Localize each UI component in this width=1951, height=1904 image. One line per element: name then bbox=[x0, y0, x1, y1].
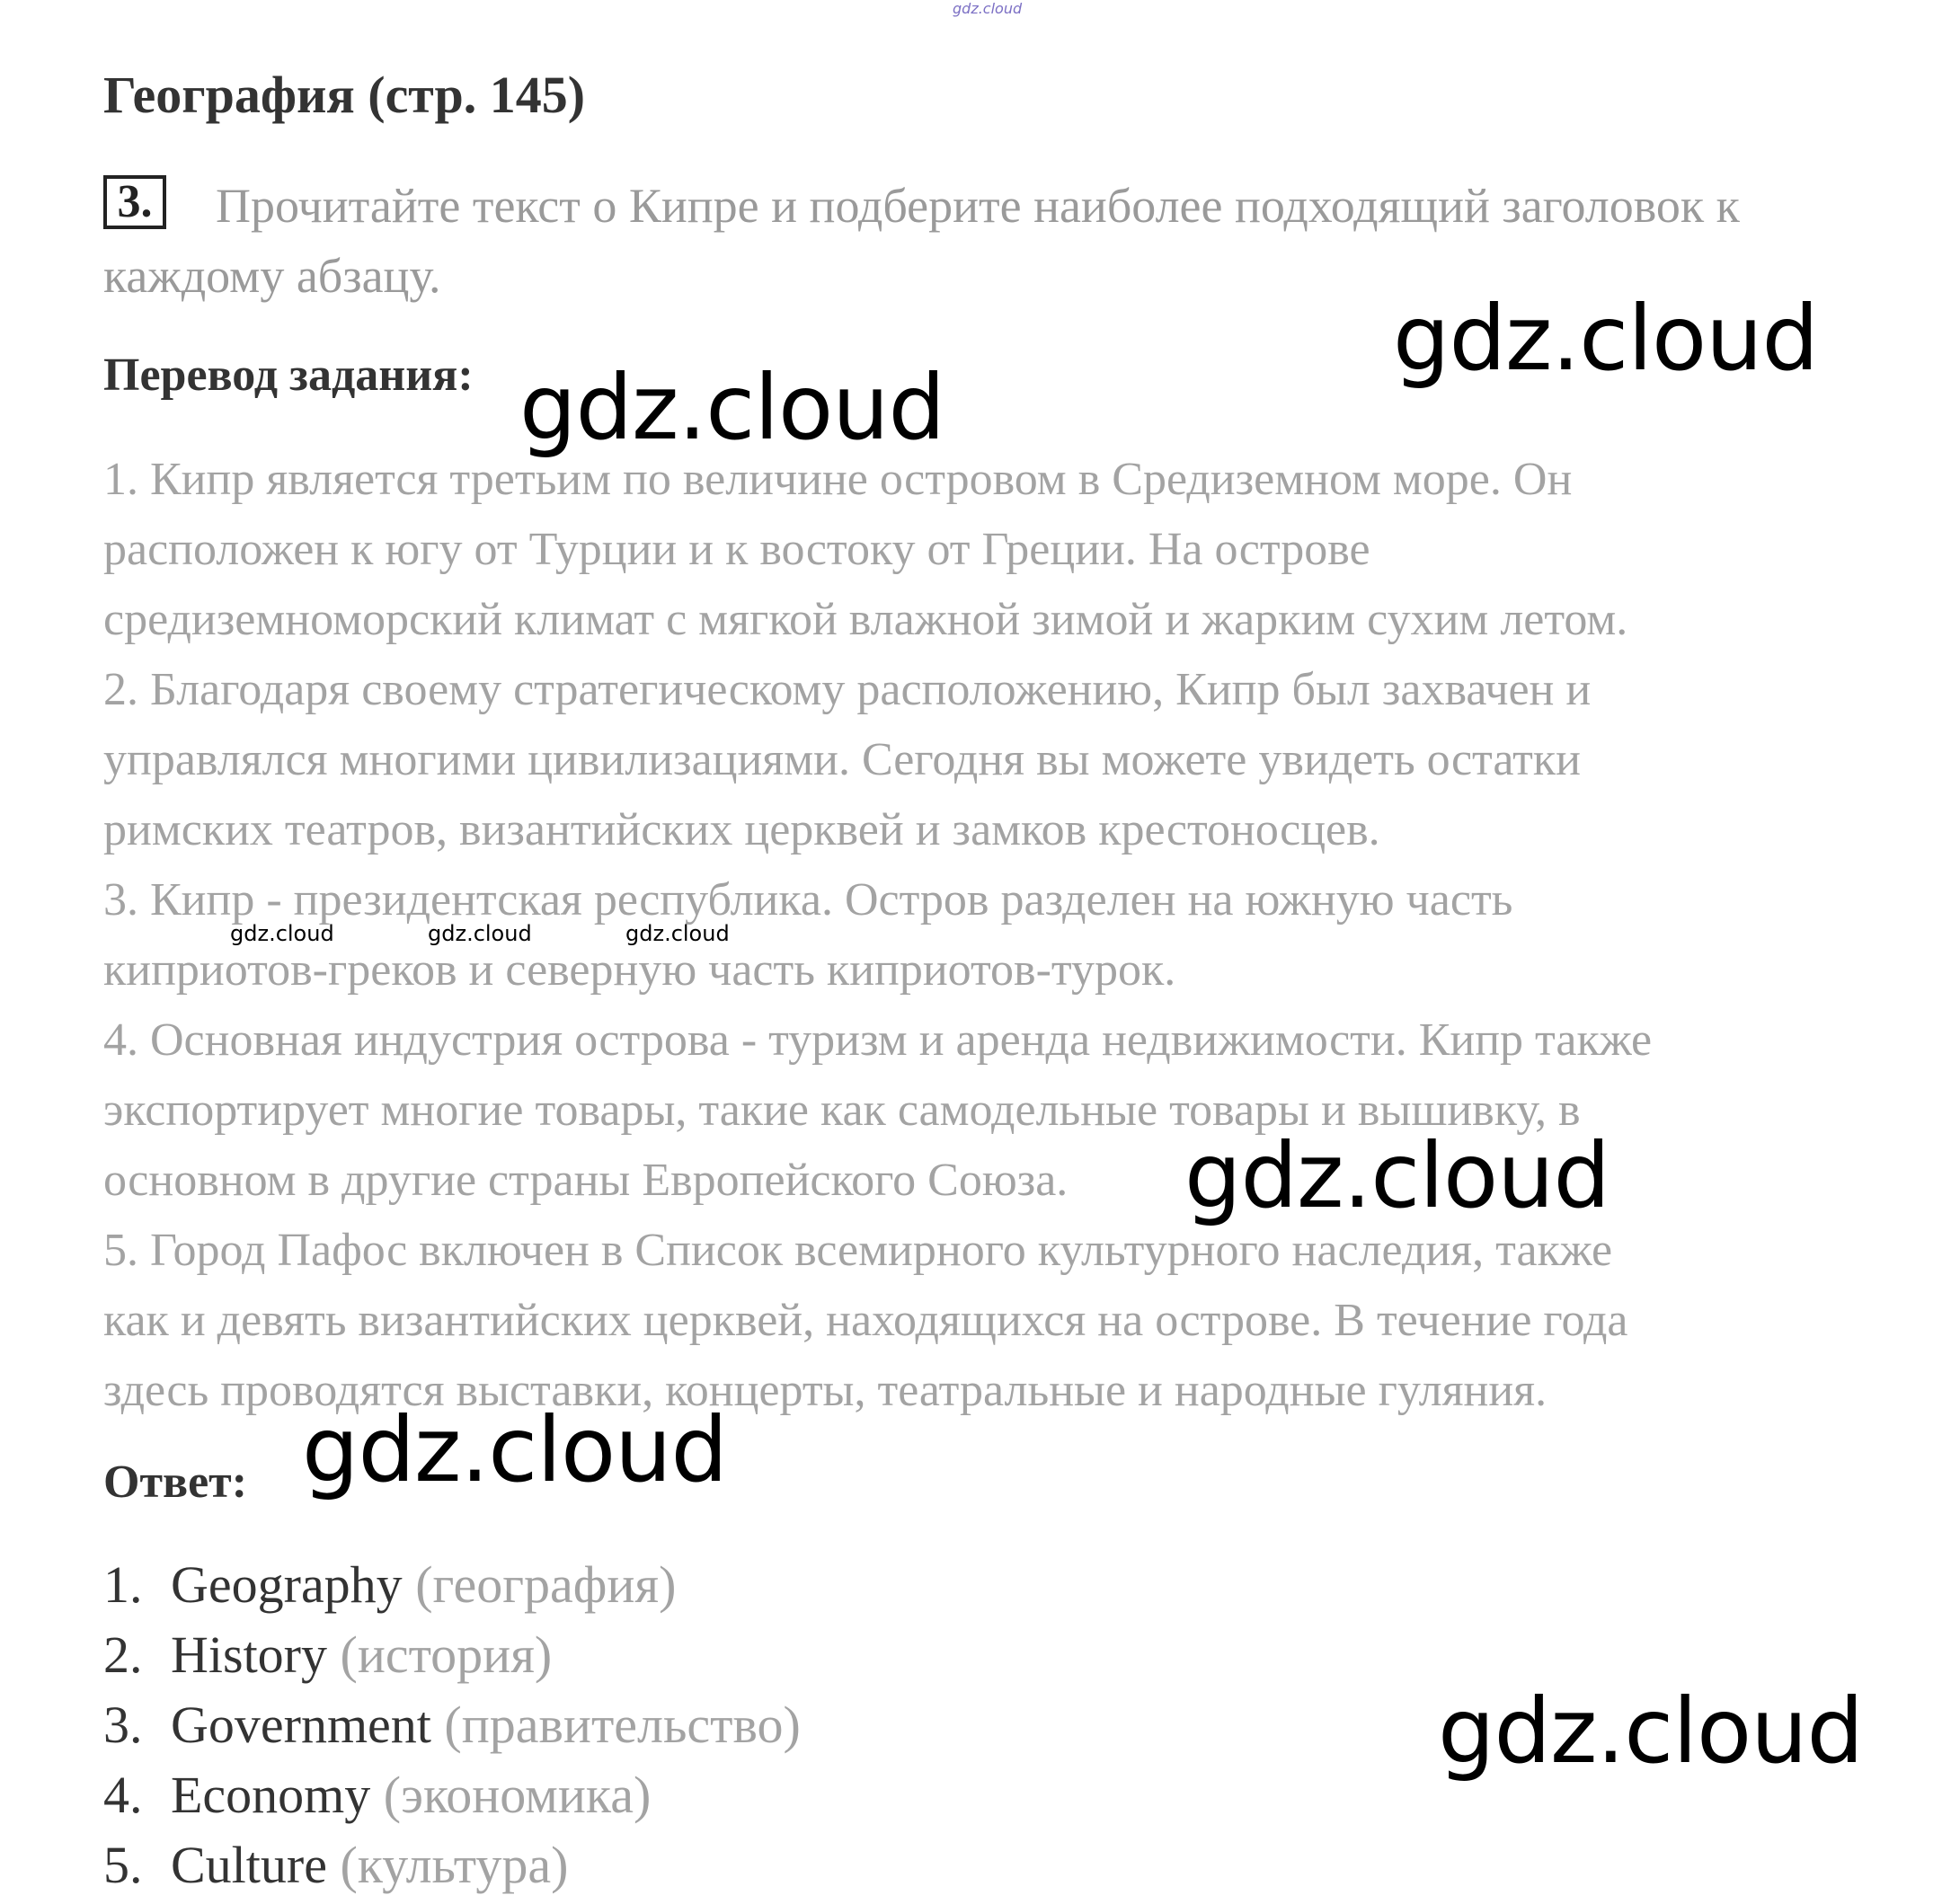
task-number-badge: 3. bbox=[103, 175, 166, 229]
top-watermark: gdz.cloud bbox=[953, 0, 1023, 17]
task-instruction: Прочитайте текст о Кипре и подберите наиболее подходящий заголовок к каждому абзацу. bbox=[103, 179, 1740, 303]
text-line: здесь проводятся выставки, концерты, театральные и народные гуляния. bbox=[103, 1365, 1547, 1416]
answer-number: 2. bbox=[103, 1625, 143, 1684]
text-line: расположен к югу от Турции и к востоку от Греции. На острове bbox=[103, 524, 1370, 575]
answer-english: History bbox=[171, 1625, 327, 1684]
answer-item bbox=[103, 1690, 801, 1760]
text-line: 5. Город Пафос включен в Список всемирного культурного наследия, также bbox=[103, 1225, 1613, 1276]
answer-english: Geography bbox=[171, 1555, 403, 1614]
answer-number: 3. bbox=[103, 1696, 143, 1754]
answer-number: 5. bbox=[103, 1836, 143, 1894]
text-line: управлялся многими цивилизациями. Сегодня вы можете увидеть остатки bbox=[103, 734, 1581, 785]
text-line: экспортирует многие товары, такие как самодельные товары и вышивку, в bbox=[103, 1085, 1581, 1136]
answer-item bbox=[103, 1550, 801, 1620]
watermark: gdz.cloud bbox=[1184, 1123, 1610, 1228]
answer-number: 1. bbox=[103, 1555, 143, 1614]
watermark-small: gdz.cloud bbox=[230, 921, 334, 946]
text-line: 2. Благодаря своему стратегическому расположению, Кипр был захвачен и bbox=[103, 664, 1592, 715]
answer-heading: Ответ: bbox=[103, 1457, 248, 1508]
answer-russian: (история) bbox=[340, 1625, 553, 1684]
text-line: 3. Кипр - президентская республика. Остров разделен на южную часть bbox=[103, 874, 1513, 925]
watermark-small: gdz.cloud bbox=[428, 921, 532, 946]
answer-russian: (культура) bbox=[340, 1836, 569, 1894]
translation-text bbox=[103, 445, 1901, 1426]
answer-list bbox=[103, 1550, 801, 1900]
watermark-small: gdz.cloud bbox=[625, 921, 730, 946]
text-line: 4. Основная индустрия острова - туризм и аренда недвижимости. Кипр также bbox=[103, 1014, 1653, 1066]
answer-item bbox=[103, 1760, 801, 1830]
text-line: основном в другие страны Европейского Союза. bbox=[103, 1155, 1069, 1206]
text-line: как и девять византийских церквей, находящихся на острове. В течение года bbox=[103, 1295, 1628, 1346]
answer-english: Economy bbox=[171, 1766, 371, 1824]
text-line: киприотов-греков и северную часть киприотов-турок. bbox=[103, 944, 1176, 996]
answer-english: Government bbox=[171, 1696, 431, 1754]
answer-item bbox=[103, 1830, 801, 1900]
answer-item bbox=[103, 1620, 801, 1690]
answer-russian: (правительство) bbox=[444, 1696, 801, 1754]
watermark: gdz.cloud bbox=[1393, 286, 1819, 391]
watermark: gdz.cloud bbox=[302, 1397, 728, 1502]
answer-english: Culture bbox=[171, 1836, 327, 1894]
page-title: География (стр. 145) bbox=[103, 66, 586, 124]
answer-russian: (экономика) bbox=[383, 1766, 652, 1824]
text-line: средиземноморский климат с мягкой влажной зимой и жарким сухим летом. bbox=[103, 594, 1628, 645]
watermark: gdz.cloud bbox=[519, 355, 945, 460]
answer-number: 4. bbox=[103, 1766, 143, 1824]
text-line: римских театров, византийских церквей и замков крестоносцев. bbox=[103, 804, 1380, 855]
watermark: gdz.cloud bbox=[1438, 1678, 1864, 1784]
translation-heading: Перевод задания: bbox=[103, 350, 474, 401]
text-line: 1. Кипр является третьим по величине островом в Средиземном море. Он bbox=[103, 454, 1573, 505]
answer-russian: (география) bbox=[415, 1555, 677, 1614]
